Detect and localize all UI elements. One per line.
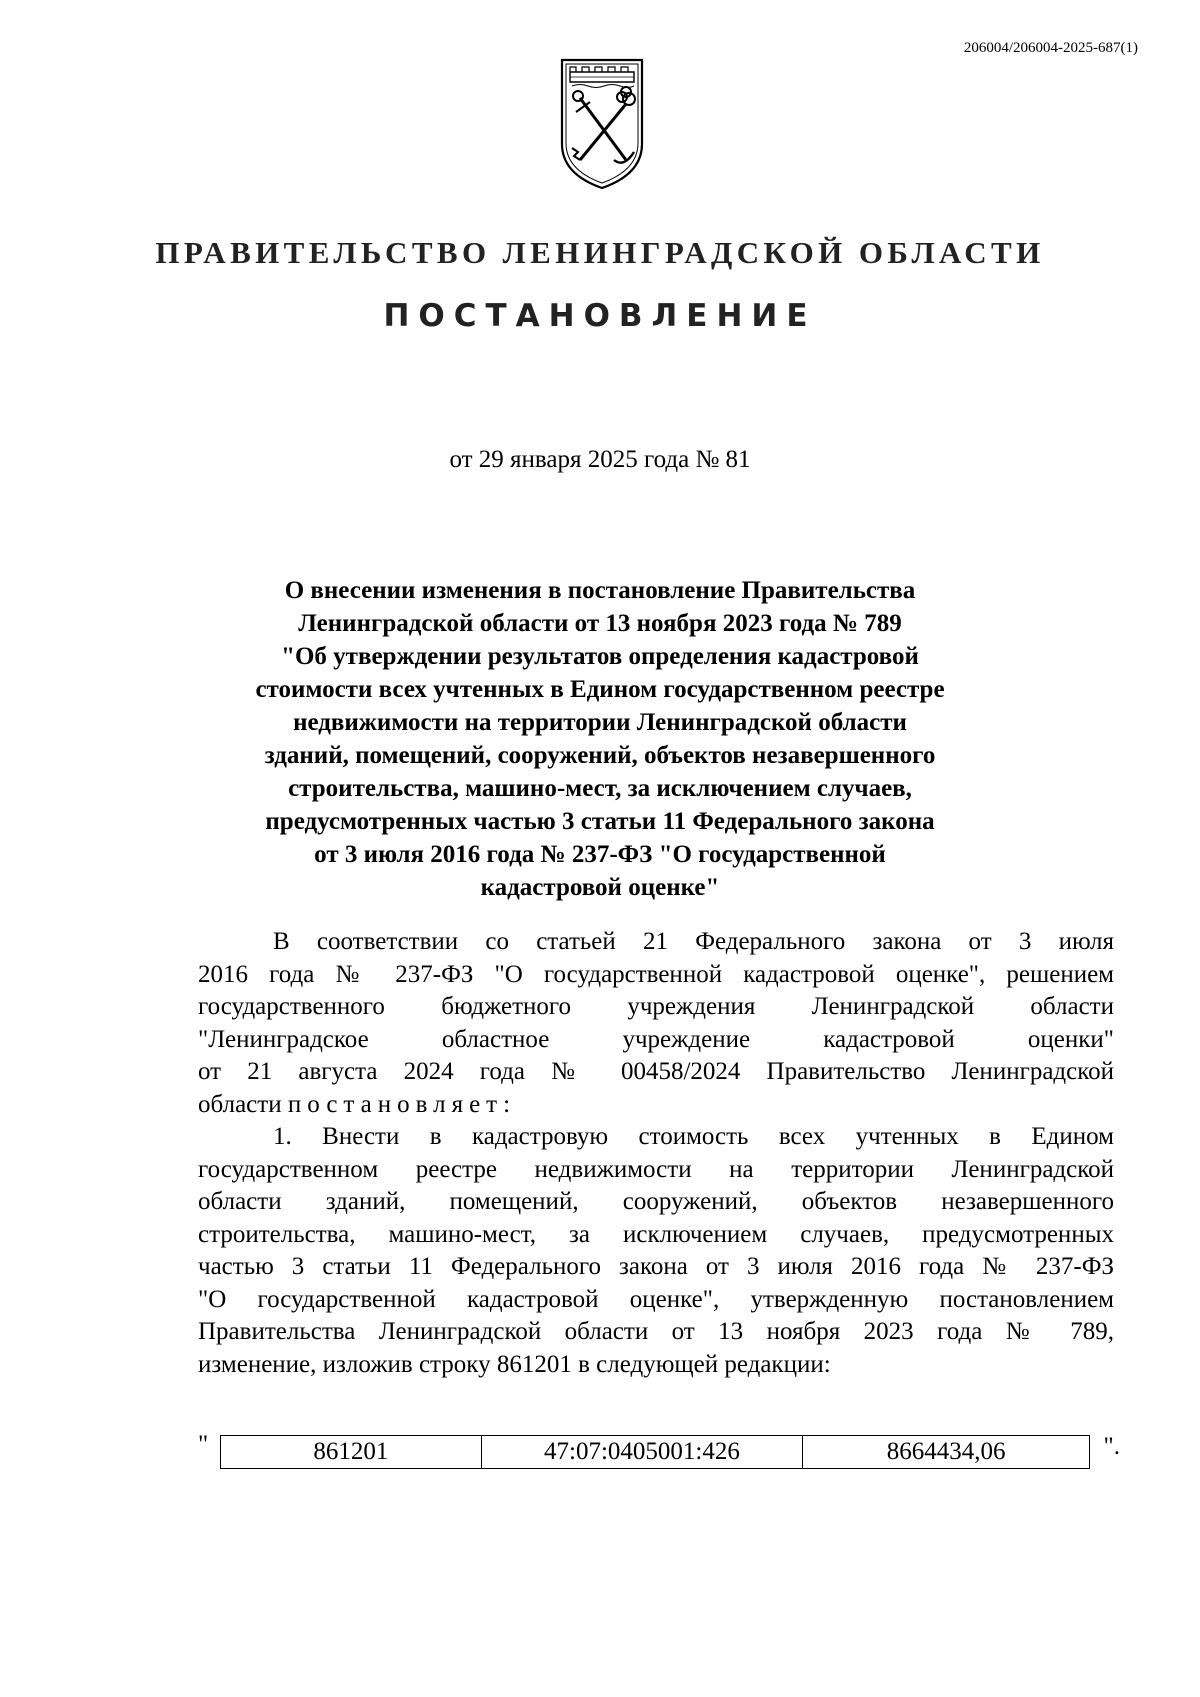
subject-line: "Об утверждении результатов определения кадастровой [281, 643, 919, 670]
row-number-cell: 861201 [221, 1436, 482, 1469]
item-1-line: "О государственной кадастровой оценке", утвержденную постановлением [198, 1285, 1114, 1313]
item-1-line: строительства, машино-мест, за исключением случаев, предусмотренных [198, 1220, 1114, 1248]
cadastral-number-cell: 47:07:0405001:426 [481, 1436, 803, 1469]
item-1-paragraph [198, 1121, 1114, 1381]
cadastral-value-table [220, 1435, 1090, 1469]
item-1-line: Правительства Ленинградской области от 13 ноября 2023 года № 789, [198, 1318, 1114, 1345]
document-subject [200, 574, 1000, 904]
preamble-line: от 21 августа 2024 года № 00458/2024 Правительство Ленинградской [198, 1058, 1114, 1085]
item-1-line: государственном реестре недвижимости на территории Ленинградской [198, 1155, 1114, 1183]
closing-quote: ". [1103, 1433, 1120, 1460]
opening-quote: " [198, 1431, 209, 1458]
item-1-line: изменение, изложив строку 861201 в следующей редакции: [198, 1350, 831, 1378]
government-title: ПРАВИТЕЛЬСТВО ЛЕНИНГРАДСКОЙ ОБЛАСТИ [155, 235, 1045, 270]
amendment-table [198, 1431, 1120, 1475]
subject-line: недвижимости на территории Ленинградской области [293, 709, 907, 736]
preamble-line: "Ленинградское областное учреждение кадастровой оценки" [198, 1025, 1114, 1053]
document-date-number: от 29 января 2025 года № 81 [449, 446, 751, 473]
subject-line: О внесении изменения в постановление Правительства [284, 577, 916, 604]
preamble-line: государственного бюджетного учреждения Ленинградской области [198, 993, 1114, 1020]
document-type-title: ПОСТАНОВЛЕНИЕ [383, 298, 817, 334]
preamble-last-line [198, 1089, 1114, 1122]
table-row [221, 1436, 1090, 1469]
item-1-line: частью 3 статьи 11 Федерального закона от 3 июля 2016 года № 237-ФЗ [198, 1253, 1114, 1280]
preamble-line: 2016 года № 237-ФЗ "О государственной кадастровой оценке", решением [198, 960, 1114, 988]
preamble-line: В соответствии со статьей 21 Федерального закона от 3 июля [273, 928, 1114, 955]
subject-line: кадастровой оценке" [480, 874, 720, 901]
item-1-line: области зданий, помещений, сооружений, объектов незавершенного [198, 1188, 1114, 1215]
coat-of-arms-emblem [556, 52, 648, 192]
item-1-line: 1. Внести в кадастровую стоимость всех учтенных в Едином [273, 1123, 1114, 1150]
subject-line: предусмотренных частью 3 статьи 11 Федерального закона [265, 808, 935, 835]
resolves-word: постановляет: [287, 1090, 517, 1118]
subject-line: зданий, помещений, сооружений, объектов незавершенного [264, 742, 936, 769]
document-registration-number: 206004/206004-2025-687(1) [963, 40, 1138, 56]
subject-line: от 3 июля 2016 года № 237-ФЗ "О государственной [314, 841, 886, 868]
cadastral-value-cell: 8664434,06 [803, 1436, 1090, 1469]
subject-line: строительства, машино-мест, за исключением случаев, [288, 775, 912, 802]
preamble-last-prefix: области [198, 1090, 288, 1118]
subject-line: Ленинградской области от 13 ноября 2023 года № 789 [298, 610, 902, 637]
subject-line: стоимости всех учтенных в Едином государственном реестре [255, 676, 945, 703]
preamble-paragraph [198, 926, 1114, 1121]
